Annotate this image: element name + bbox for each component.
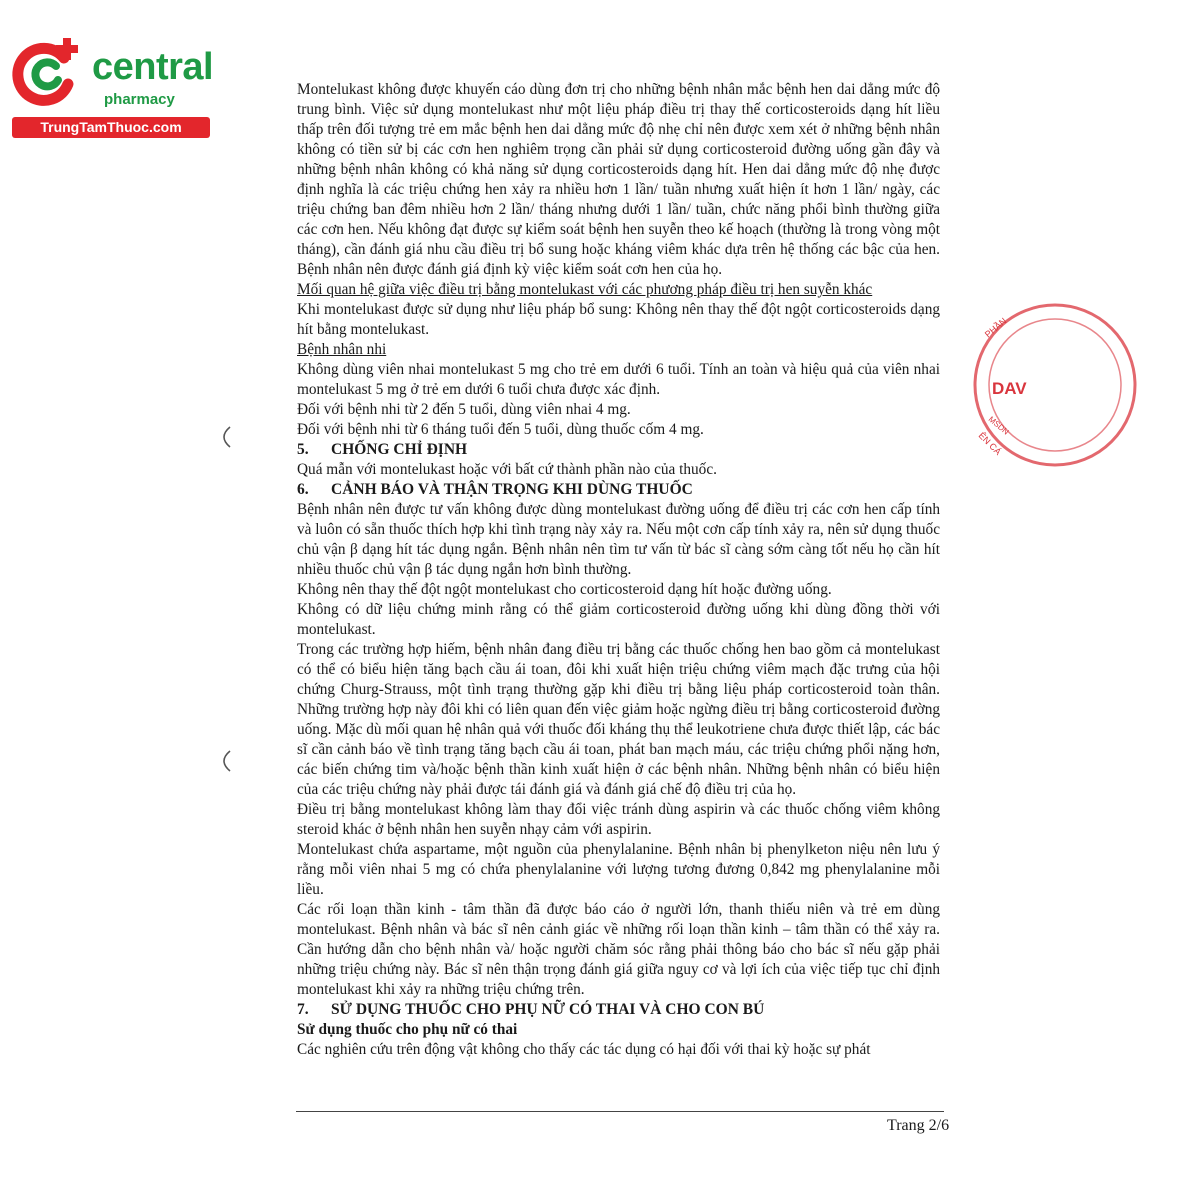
document-body — [297, 80, 940, 1060]
section-subheading: Sử dụng thuốc cho phụ nữ có thai — [297, 1021, 518, 1038]
paragraph: Montelukast không được khuyến cáo dùng đơn trị cho những bệnh nhân mắc bệnh hen dai dẳng mức độ trung bình. Việc sử dụng montelukast như một liệu pháp điều trị thay thế corticosteroids dạng hít liều thấp trên đối tượng trẻ em mắc bệnh hen dai dẳng mức độ nhẹ chỉ nên được xem xét ở những bệnh nhân không có tiền sử bị các cơn hen nghiêm trọng cần phải sử dụng corticosteroid đường uống gần đây và những bệnh nhân không có khả năng sử dụng corticosteroids dạng hít. Hen dai dẳng mức độ nhẹ được định nghĩa là các triệu chứng hen xảy ra nhiều hơn 1 lần/ tuần nhưng xuất hiện ít hơn 1 lần/ ngày, các triệu chứng ban đêm nhiều hơn 2 lần/ tháng nhưng dưới 1 lần/ tuần, chức năng phổi bình thường giữa các cơn hen. Nếu không đạt được sự kiểm soát bệnh hen suyễn theo kế hoạch (thường là trong vòng một tháng), cần đánh giá nhu cầu điều trị bổ sung hoặc kháng viêm khác dựa trên hệ thống các bậc của hen. Bệnh nhân nên được đánh giá định kỳ việc kiểm soát cơn hen của họ. — [297, 81, 940, 278]
footer-divider — [296, 1111, 944, 1112]
svg-text:DAV: DAV — [992, 379, 1027, 398]
paragraph: Đối với bệnh nhi từ 6 tháng tuổi đến 5 tuổi, dùng thuốc cốm 4 mg. — [297, 421, 704, 438]
section-subheading: Mối quan hệ giữa việc điều trị bằng montelukast với các phương pháp điều trị hen suyễn khác — [297, 281, 873, 298]
paragraph: Trong các trường hợp hiếm, bệnh nhân đang điều trị bằng các thuốc chống hen bao gồm cả montelukast có thể có biểu hiện tăng bạch cầu ái toan, đôi khi xuất hiện triệu chứng viêm mạch đặc trưng của hội chứng Churg-Strauss, một tình trạng thường gặp khi điều trị bằng liệu pháp corticosteroid toàn thân. Những trường hợp này đôi khi có liên quan đến việc giảm hoặc ngừng điều trị bằng corticosteroid đường uống. Mặc dù mối quan hệ nhân quả với thuốc đối kháng thụ thể leukotriene chưa được thiết lập, các bác sĩ cần cảnh báo về tình trạng tăng bạch cầu ái toan, phát ban mạch máu, các triệu chứng phổi nặng hơn, các biến chứng tim và/hoặc bệnh thần kinh xuất hiện ở các bệnh nhân. Những bệnh nhân có biểu hiện của các triệu chứng này phải được tái đánh giá và đánh giá chế độ điều trị của họ. — [297, 641, 940, 798]
svg-text:MSDN: MSDN — [986, 414, 1011, 437]
binding-hole-mark — [214, 424, 234, 450]
official-stamp — [960, 300, 1027, 470]
paragraph: Các rối loạn thần kinh - tâm thần đã được báo cáo ở người lớn, thanh thiếu niên và trẻ em dùng montelukast. Bệnh nhân và bác sĩ nên cảnh giác về những rối loạn thần kinh – tâm thần có thể xảy ra. Cần hướng dẫn cho bệnh nhân và/ hoặc người chăm sóc rằng phải thông báo cho bác sĩ nếu gặp phải những triệu chứng này. Bác sĩ nên thận trọng đánh giá giữa nguy cơ và lợi ích của việc tiếp tục chỉ định montelukast khi xảy ra những triệu chứng trên. — [297, 901, 940, 998]
paragraph: Các nghiên cứu trên động vật không cho thấy các tác dụng có hại đối với thai kỳ hoặc sự phát — [297, 1041, 871, 1058]
paragraph: Montelukast chứa aspartame, một nguồn của phenylalanine. Bệnh nhân bị phenylketon niệu nên lưu ý rằng mỗi viên nhai 5 mg có chứa phenylalanine với lượng tương đương 0,842 mg phenylalanine mỗi liều. — [297, 841, 940, 898]
logo-subtitle: pharmacy — [104, 91, 175, 108]
paragraph: Không nên thay thế đột ngột montelukast cho corticosteroid dạng hít hoặc đường uống. — [297, 581, 832, 598]
paragraph: Không dùng viên nhai montelukast 5 mg cho trẻ em dưới 6 tuổi. Tính an toàn và hiệu quả của viên nhai montelukast 5 mg ở trẻ em dưới 6 tuổi chưa được xác định. — [297, 361, 940, 398]
section-heading: 5. CHỐNG CHỈ ĐỊNH — [297, 441, 468, 458]
paragraph: Khi montelukast được sử dụng như liệu pháp bổ sung: Không nên thay thế đột ngột corticosteroids dạng hít bằng montelukast. — [297, 301, 940, 338]
paragraph: Không có dữ liệu chứng minh rằng có thể giảm corticosteroid đường uống khi dùng đồng thời với montelukast. — [297, 601, 940, 638]
binding-hole-mark — [214, 748, 234, 774]
svg-text:PHẦN: PHẦN — [982, 315, 1009, 340]
paragraph: Quá mẫn với montelukast hoặc với bất cứ thành phần nào của thuốc. — [297, 461, 717, 478]
paragraph: Đối với bệnh nhi từ 2 đến 5 tuổi, dùng viên nhai 4 mg. — [297, 401, 631, 418]
pharmacy-cross-icon — [12, 36, 82, 106]
page-number: Trang 2/6 — [887, 1117, 950, 1134]
section-subheading: Bệnh nhân nhi — [297, 341, 387, 358]
svg-text:ÊN CÁ: ÊN CÁ — [976, 430, 1004, 457]
section-heading: 6. CẢNH BÁO VÀ THẬN TRỌNG KHI DÙNG THUỐC — [297, 481, 693, 498]
logo-name: central — [92, 46, 214, 88]
logo-website: TrungTamThuoc.com — [12, 117, 210, 138]
section-heading: 7. SỬ DỤNG THUỐC CHO PHỤ NỮ CÓ THAI VÀ CHO CON BÚ — [297, 1001, 765, 1018]
paragraph: Điều trị bằng montelukast không làm thay đổi việc tránh dùng aspirin và các thuốc chống viêm không steroid khác ở bệnh nhân hen suyễn nhạy cảm với aspirin. — [297, 801, 940, 838]
central-pharmacy-logo — [12, 36, 212, 136]
paragraph: Bệnh nhân nên được tư vấn không được dùng montelukast đường uống để điều trị các cơn hen cấp tính và luôn có sẵn thuốc thích hợp khi tình trạng này xảy ra. Nếu một cơn cấp tính xảy ra, nên sử dụng thuốc chủ vận β dạng hít tác dụng ngắn. Bệnh nhân nên tìm tư vấn từ bác sĩ càng sớm càng tốt nếu họ cần hít nhiều thuốc chủ vận β tác dụng ngắn hơn bình thường. — [297, 501, 940, 578]
